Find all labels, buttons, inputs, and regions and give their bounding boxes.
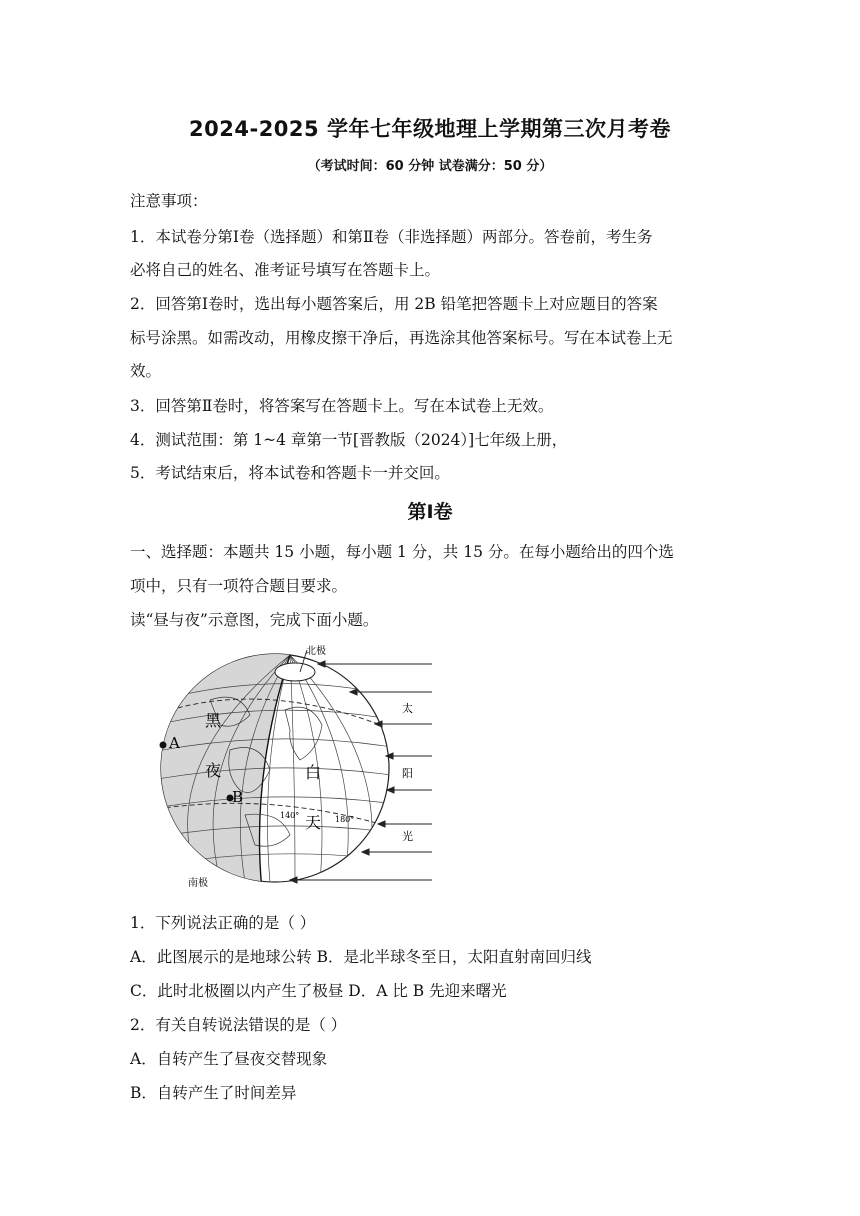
longitude-180-label: 180° [335,815,355,824]
question-2-option-a: A．自转产生了昼夜交替现象 [130,1050,328,1068]
notice-line: 5．考试结束后，将本试卷和答题卡一并交回。 [130,464,450,482]
day-label-1: 白 [305,763,322,782]
page-title: 2024-2025 学年七年级地理上学期第三次月考卷 [189,117,671,141]
notice-line: 4．测试范围：第 1~4 章第一节[晋教版（2024）]七年级上册， [130,431,568,449]
north-pole-label: 北极 [306,646,326,657]
south-pole-label: 南极 [188,878,208,889]
question-1-options-cd: C．此时北极圈以内产生了极昼 D．A 比 B 先迎来曙光 [130,982,507,1000]
sunlight-label-2: 阳 [402,767,413,780]
notice-line: 3．回答第Ⅱ卷时，将答案写在答题卡上。写在本试卷上无效。 [130,397,554,415]
exam-info: （考试时间：60 分钟 试卷满分：50 分） [307,159,553,174]
question-1-options-ab: A．此图展示的是地球公转 B．是北半球冬至日，太阳直射南回归线 [130,948,592,966]
north-pole-circle [275,663,315,681]
day-label-2: 天 [305,813,322,832]
night-label-1: 黑 [205,711,222,730]
question-1: 1．下列说法正确的是（ ） [130,914,316,932]
point-a-label: A [169,734,180,752]
longitude-140-label: 140° [280,811,300,820]
instruction-line: 项中，只有一项符合题目要求。 [130,577,348,595]
day-night-figure [150,640,440,890]
question-2-option-b: B．自转产生了时间差异 [130,1084,297,1102]
night-label-2: 夜 [205,761,222,780]
point-b-label: B [232,788,244,806]
sunlight-label-3: 光 [402,830,413,843]
instruction-line: 一、选择题：本题共 15 小题，每小题 1 分，共 15 分。在每小题给出的四个选 [130,543,674,561]
notice-line: 标号涂黑。如需改动，用橡皮擦干净后，再选涂其他答案标号。写在本试卷上无 [130,329,673,347]
sunlight-label-1: 太 [402,702,413,715]
notice-line: 必将自己的姓名、准考证号填写在答题卡上。 [130,261,441,279]
notice-line: 2．回答第Ⅰ卷时，选出每小题答案后，用 2B 铅笔把答题卡上对应题目的答案 [130,295,658,313]
instruction-line: 读“昼与夜”示意图，完成下面小题。 [130,611,379,629]
question-2: 2．有关自转说法错误的是（ ） [130,1016,347,1034]
notice-line: 1．本试卷分第Ⅰ卷（选择题）和第Ⅱ卷（非选择题）两部分。答卷前，考生务 [130,228,653,246]
notice-heading: 注意事项： [130,192,208,210]
day-night-diagram [150,640,440,890]
notice-line: 效。 [130,362,162,380]
point-a-marker [160,742,167,749]
section-title: 第Ⅰ卷 [407,501,453,523]
